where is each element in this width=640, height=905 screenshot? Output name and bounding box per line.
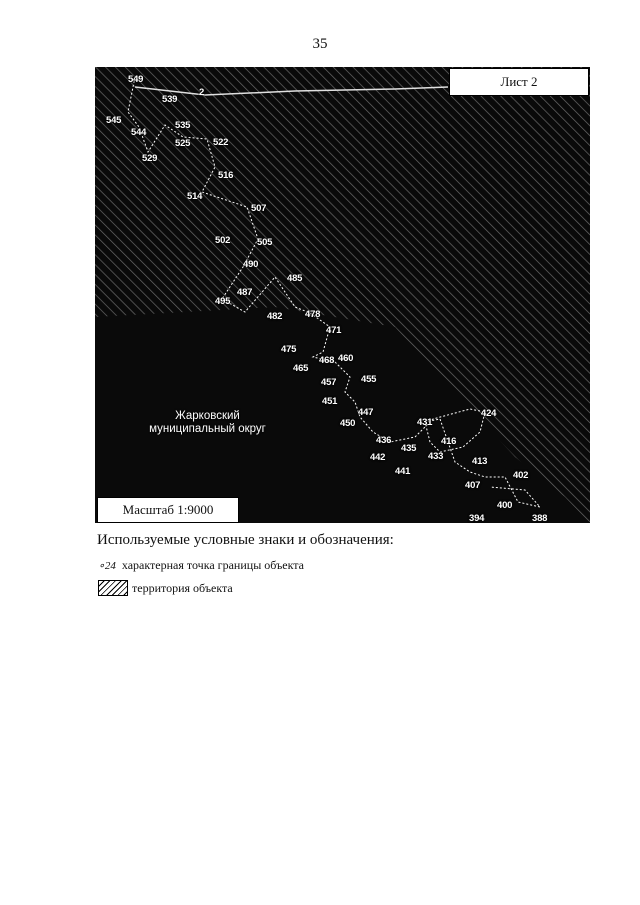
- boundary-point-label: 450: [340, 418, 356, 429]
- boundary-point-label: 413: [472, 456, 488, 467]
- boundary-point-label: 441: [395, 466, 411, 477]
- boundary-point-label: 529: [142, 153, 158, 164]
- boundary-point-label: 388: [532, 513, 548, 524]
- boundary-point-label: 487: [237, 287, 253, 298]
- boundary-point-label: 478: [305, 309, 321, 320]
- boundary-point-label: 502: [215, 235, 231, 246]
- boundary-point-label: 407: [465, 480, 481, 491]
- legend-item-territory: [98, 580, 233, 596]
- boundary-point-label: 457: [321, 377, 337, 388]
- boundary-point-label: 416: [441, 436, 457, 447]
- boundary-point-label: 525: [175, 138, 191, 149]
- boundary-point-label: 471: [326, 325, 342, 336]
- boundary-point-label: 482: [267, 311, 283, 322]
- boundary-point-label: 490: [243, 259, 259, 270]
- boundary-point-label: 535: [175, 120, 191, 131]
- sheet-label: Лист 2: [449, 68, 589, 96]
- point-marker-sample: ∘24: [98, 560, 116, 572]
- boundary-point-label: 505: [257, 237, 273, 248]
- hatch-swatch-icon: [98, 580, 128, 596]
- boundary-point-label: 516: [218, 170, 234, 181]
- boundary-point-labels: [95, 67, 590, 523]
- boundary-point-label: 424: [481, 408, 497, 419]
- boundary-point-label: 549: [128, 74, 144, 85]
- region-label-line1: Жарковский: [175, 410, 240, 422]
- boundary-point-label: 433: [428, 451, 444, 462]
- region-label: [140, 410, 275, 436]
- boundary-point-label: 2: [199, 87, 205, 98]
- boundary-point-label: 522: [213, 137, 229, 148]
- boundary-point-label: 544: [131, 127, 147, 138]
- boundary-point-label: 475: [281, 344, 297, 355]
- boundary-point-label: 435: [401, 443, 417, 454]
- boundary-point-label: 455: [361, 374, 377, 385]
- boundary-point-label: 545: [106, 115, 122, 126]
- boundary-point-label: 495: [215, 296, 231, 307]
- legend-item-point-text: характерная точка границы объекта: [121, 558, 304, 572]
- legend-item-point: [98, 558, 304, 573]
- boundary-point-label: 465: [293, 363, 309, 374]
- boundary-point-label: 514: [187, 191, 203, 202]
- boundary-point-label: 447: [358, 407, 374, 418]
- region-label-line2: муниципальный округ: [149, 423, 266, 435]
- boundary-point-label: 400: [497, 500, 513, 511]
- boundary-point-label: 442: [370, 452, 386, 463]
- legend-title: Используемые условные знаки и обозначения:: [97, 532, 394, 548]
- boundary-point-label: 451: [322, 396, 338, 407]
- legend-item-territory-text: территория объекта: [132, 580, 233, 595]
- scale-label: Масштаб 1:9000: [97, 497, 239, 523]
- page-number: 35: [312, 36, 328, 52]
- map-frame: [95, 67, 590, 523]
- boundary-point-label: 507: [251, 203, 267, 214]
- boundary-point-label: 468: [319, 355, 335, 366]
- boundary-point-label: 394: [469, 513, 485, 524]
- boundary-point-label: 431: [417, 417, 433, 428]
- boundary-point-label: 402: [513, 470, 529, 481]
- boundary-point-label: 460: [338, 353, 354, 364]
- boundary-point-label: 485: [287, 273, 303, 284]
- boundary-point-label: 436: [376, 435, 392, 446]
- boundary-point-label: 539: [162, 94, 178, 105]
